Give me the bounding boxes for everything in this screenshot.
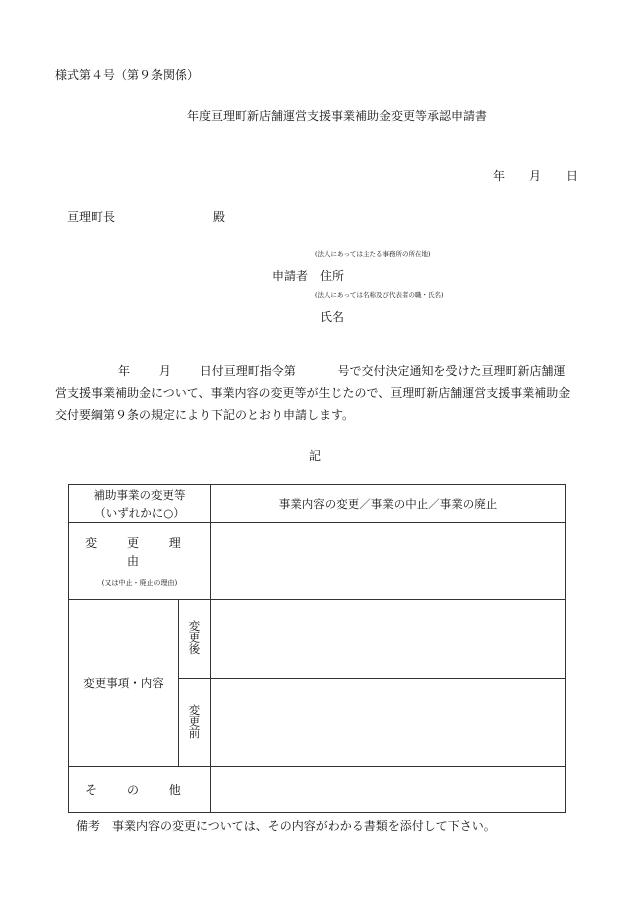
- body-day-prefix: 日付亘理町指令第: [199, 364, 296, 378]
- change-type-label: 補助事業の変更等: [93, 487, 186, 502]
- reason-header: [69, 523, 211, 600]
- before-header: [179, 679, 211, 767]
- name-label: 氏名: [320, 310, 345, 324]
- change-type-options-text: 事業内容の変更／事業の中止／事業の廃止: [278, 496, 498, 511]
- name-note: (法人にあっては名称及び代表者の職・氏名): [315, 291, 444, 299]
- remarks: 備考 事業内容の変更については、その内容がわかる書類を添付して下さい。: [76, 819, 496, 833]
- body-year: 年: [118, 364, 131, 378]
- change-type-row: [69, 485, 566, 523]
- after-input[interactable]: [211, 600, 566, 679]
- after-label: 変更後: [187, 620, 202, 655]
- body-line1-rest: 号で交付決定通知を受けた亘理町新店舗運: [337, 364, 566, 378]
- change-type-sub: （いずれかに○）: [94, 505, 185, 520]
- other-input[interactable]: [211, 767, 566, 813]
- date-day: 日: [566, 169, 579, 183]
- change-type-header: [69, 485, 211, 523]
- before-input[interactable]: [211, 679, 566, 767]
- body-paragraph: [55, 360, 580, 426]
- after-header: [179, 600, 211, 679]
- body-continuation: 営支援事業補助金について、事業内容の変更等が生じたので、亘理町新店舗運営支援事業補助金交付要綱第９条の規定により下記のとおり申請します。: [55, 386, 571, 422]
- other-label: そ の 他: [85, 783, 194, 797]
- items-header: [69, 600, 179, 767]
- body-month: 月: [158, 364, 171, 378]
- after-row: [69, 600, 566, 679]
- change-type-options[interactable]: [211, 485, 566, 523]
- reason-sub: (又は中止・廃止の理由): [101, 579, 178, 587]
- document-title: 年度亘理町新店舗運営支援事業補助金変更等承認申請書: [187, 109, 488, 123]
- reason-row: [69, 523, 566, 600]
- items-label: 変更事項・内容: [83, 676, 164, 690]
- addressee-name: 亘理町長: [67, 210, 116, 224]
- ki-label: 記: [309, 449, 322, 463]
- change-form-table: [68, 484, 566, 813]
- reason-input[interactable]: [211, 523, 566, 600]
- other-row: [69, 767, 566, 813]
- date-year: 年: [493, 169, 506, 183]
- address-label: 住所: [320, 269, 345, 283]
- reason-label: 変 更 理 由: [85, 536, 194, 568]
- applicant-label: 申請者: [272, 269, 309, 283]
- other-header: [69, 767, 211, 813]
- date-month: 月: [529, 169, 542, 183]
- form-number: 様式第４号（第９条関係）: [55, 68, 200, 82]
- address-note: (法人にあっては主たる事務所の所在地): [315, 250, 431, 258]
- addressee-honorific: 殿: [213, 210, 226, 224]
- before-label: 変更前: [187, 703, 202, 739]
